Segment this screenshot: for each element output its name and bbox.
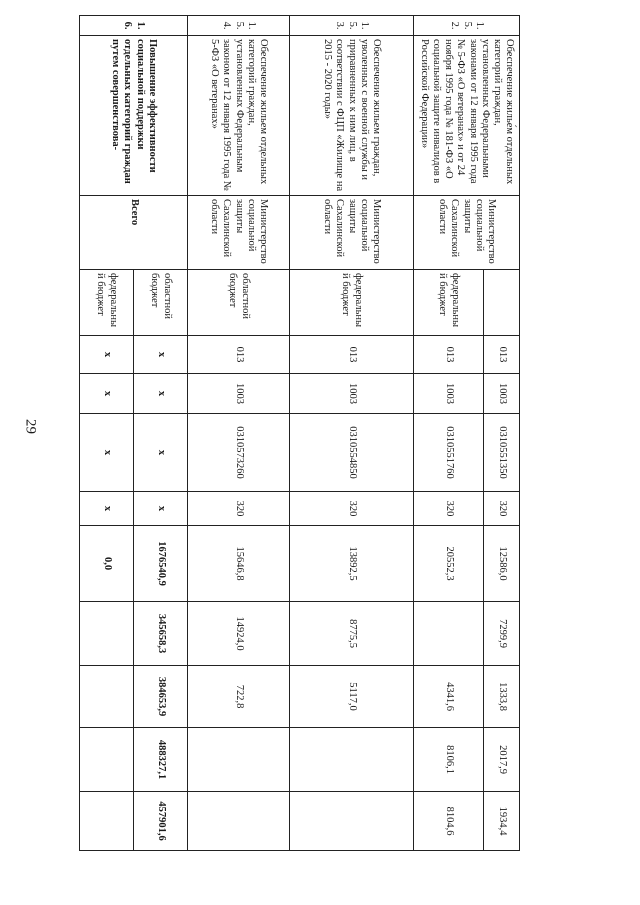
row-executor: Министерство социальной защиты Сахалинской области: [290, 196, 414, 270]
row-csr: 0310554850: [290, 414, 414, 492]
row-name: Повышение эффективности социальной поддержки отдельных категорий граждан путем совершенствова-: [80, 36, 188, 196]
row-index: 1.5.2.: [414, 16, 520, 36]
row-csr: 0310573260: [188, 414, 290, 492]
row-vr: 320: [290, 492, 414, 526]
row-value-total: 1676540,9: [134, 526, 188, 602]
row-value-total: 20552,3: [414, 526, 484, 602]
rotated-table-container: [80, 15, 520, 850]
row-vr: 320: [414, 492, 484, 526]
row-value-2015: 345658,3: [134, 602, 188, 666]
row-grbs: 013: [290, 336, 414, 374]
row-value-2016: 1333,8: [484, 666, 520, 728]
row-value-2015: 8775,5: [290, 602, 414, 666]
row-value-2018: [290, 792, 414, 851]
row-value-2015: 14924,0: [188, 602, 290, 666]
row-value-2018: 1934,4: [484, 792, 520, 851]
row-name: Обеспечение жилье́м отдельных категорий граждан, установленных Федеральными законами от 12 января 1995 года № 5-ФЗ «О ветеранах» и от 24 ноября 1995 года № 181-ФЗ «О социальной защите инвалидов в Российской Федерации»: [414, 36, 520, 196]
row-value-total: 12586,0: [484, 526, 520, 602]
row-index: 1.6.: [80, 16, 188, 36]
row-value-2016: [80, 666, 134, 728]
row-value-2018: [188, 792, 290, 851]
row-source: федеральный бюджет: [414, 270, 484, 336]
table-row: [290, 16, 414, 851]
row-value-2015: [414, 602, 484, 666]
row-executor: Всего: [80, 196, 188, 270]
row-rzpr: 1003: [414, 374, 484, 414]
row-grbs: 013: [484, 336, 520, 374]
row-value-total: 15646,8: [188, 526, 290, 602]
row-csr: 0310551350: [484, 414, 520, 492]
row-value-2018: [80, 792, 134, 851]
row-csr: х: [134, 414, 188, 492]
row-value-total: 0,0: [80, 526, 134, 602]
row-value-2017: 2017,9: [484, 728, 520, 792]
table-row: [134, 16, 188, 851]
row-value-2017: [80, 728, 134, 792]
table-row: [188, 16, 290, 851]
row-value-total: 13892,5: [290, 526, 414, 602]
row-rzpr: х: [134, 374, 188, 414]
row-name: Обеспечение жильем граждан, уволенных с военной службы и приравненных к ним лиц, в соответствии с ФЦП «Жилище на 2015 - 2020 годы»: [290, 36, 414, 196]
page-number: 29: [22, 419, 39, 434]
row-executor: Министерство социальной защиты Сахалинской области: [188, 196, 290, 270]
row-value-2018: 8104,6: [414, 792, 484, 851]
row-rzpr: х: [80, 374, 134, 414]
row-value-2016: 384653,9: [134, 666, 188, 728]
row-value-2017: 488327,1: [134, 728, 188, 792]
row-value-2016: 722,8: [188, 666, 290, 728]
budget-table: [79, 15, 520, 851]
row-vr: х: [134, 492, 188, 526]
row-source: федеральный бюджет: [290, 270, 414, 336]
row-vr: 320: [188, 492, 290, 526]
row-value-2016: 5117,0: [290, 666, 414, 728]
row-name: Обеспечение жильем отдельных категорий граждан, установленных Федеральным законом от 12 января 1995 года № 5-ФЗ «О ветеранах»: [188, 36, 290, 196]
row-value-2015: 7299,9: [484, 602, 520, 666]
row-grbs: 013: [414, 336, 484, 374]
row-value-2016: 4341,6: [414, 666, 484, 728]
row-source: областной бюджет: [134, 270, 188, 336]
row-vr: 320: [484, 492, 520, 526]
row-rzpr: 1003: [188, 374, 290, 414]
row-rzpr: 1003: [290, 374, 414, 414]
row-executor: Министерство социальной защиты Сахалинской области: [414, 196, 520, 270]
row-csr: 0310551760: [414, 414, 484, 492]
row-value-2015: [80, 602, 134, 666]
row-rzpr: 1003: [484, 374, 520, 414]
row-source: областной бюджет: [188, 270, 290, 336]
row-index: 1.5.3.: [290, 16, 414, 36]
row-grbs: 013: [188, 336, 290, 374]
row-source: федеральный бюджет: [80, 270, 134, 336]
row-value-2017: [188, 728, 290, 792]
row-vr: х: [80, 492, 134, 526]
row-index: 1.5.4.: [188, 16, 290, 36]
row-grbs: х: [134, 336, 188, 374]
row-value-2017: [290, 728, 414, 792]
row-value-2018: 457901,6: [134, 792, 188, 851]
row-csr: х: [80, 414, 134, 492]
row-value-2017: 8106,1: [414, 728, 484, 792]
row-source-blank: [484, 270, 520, 336]
row-grbs: х: [80, 336, 134, 374]
table-row: [484, 16, 520, 851]
